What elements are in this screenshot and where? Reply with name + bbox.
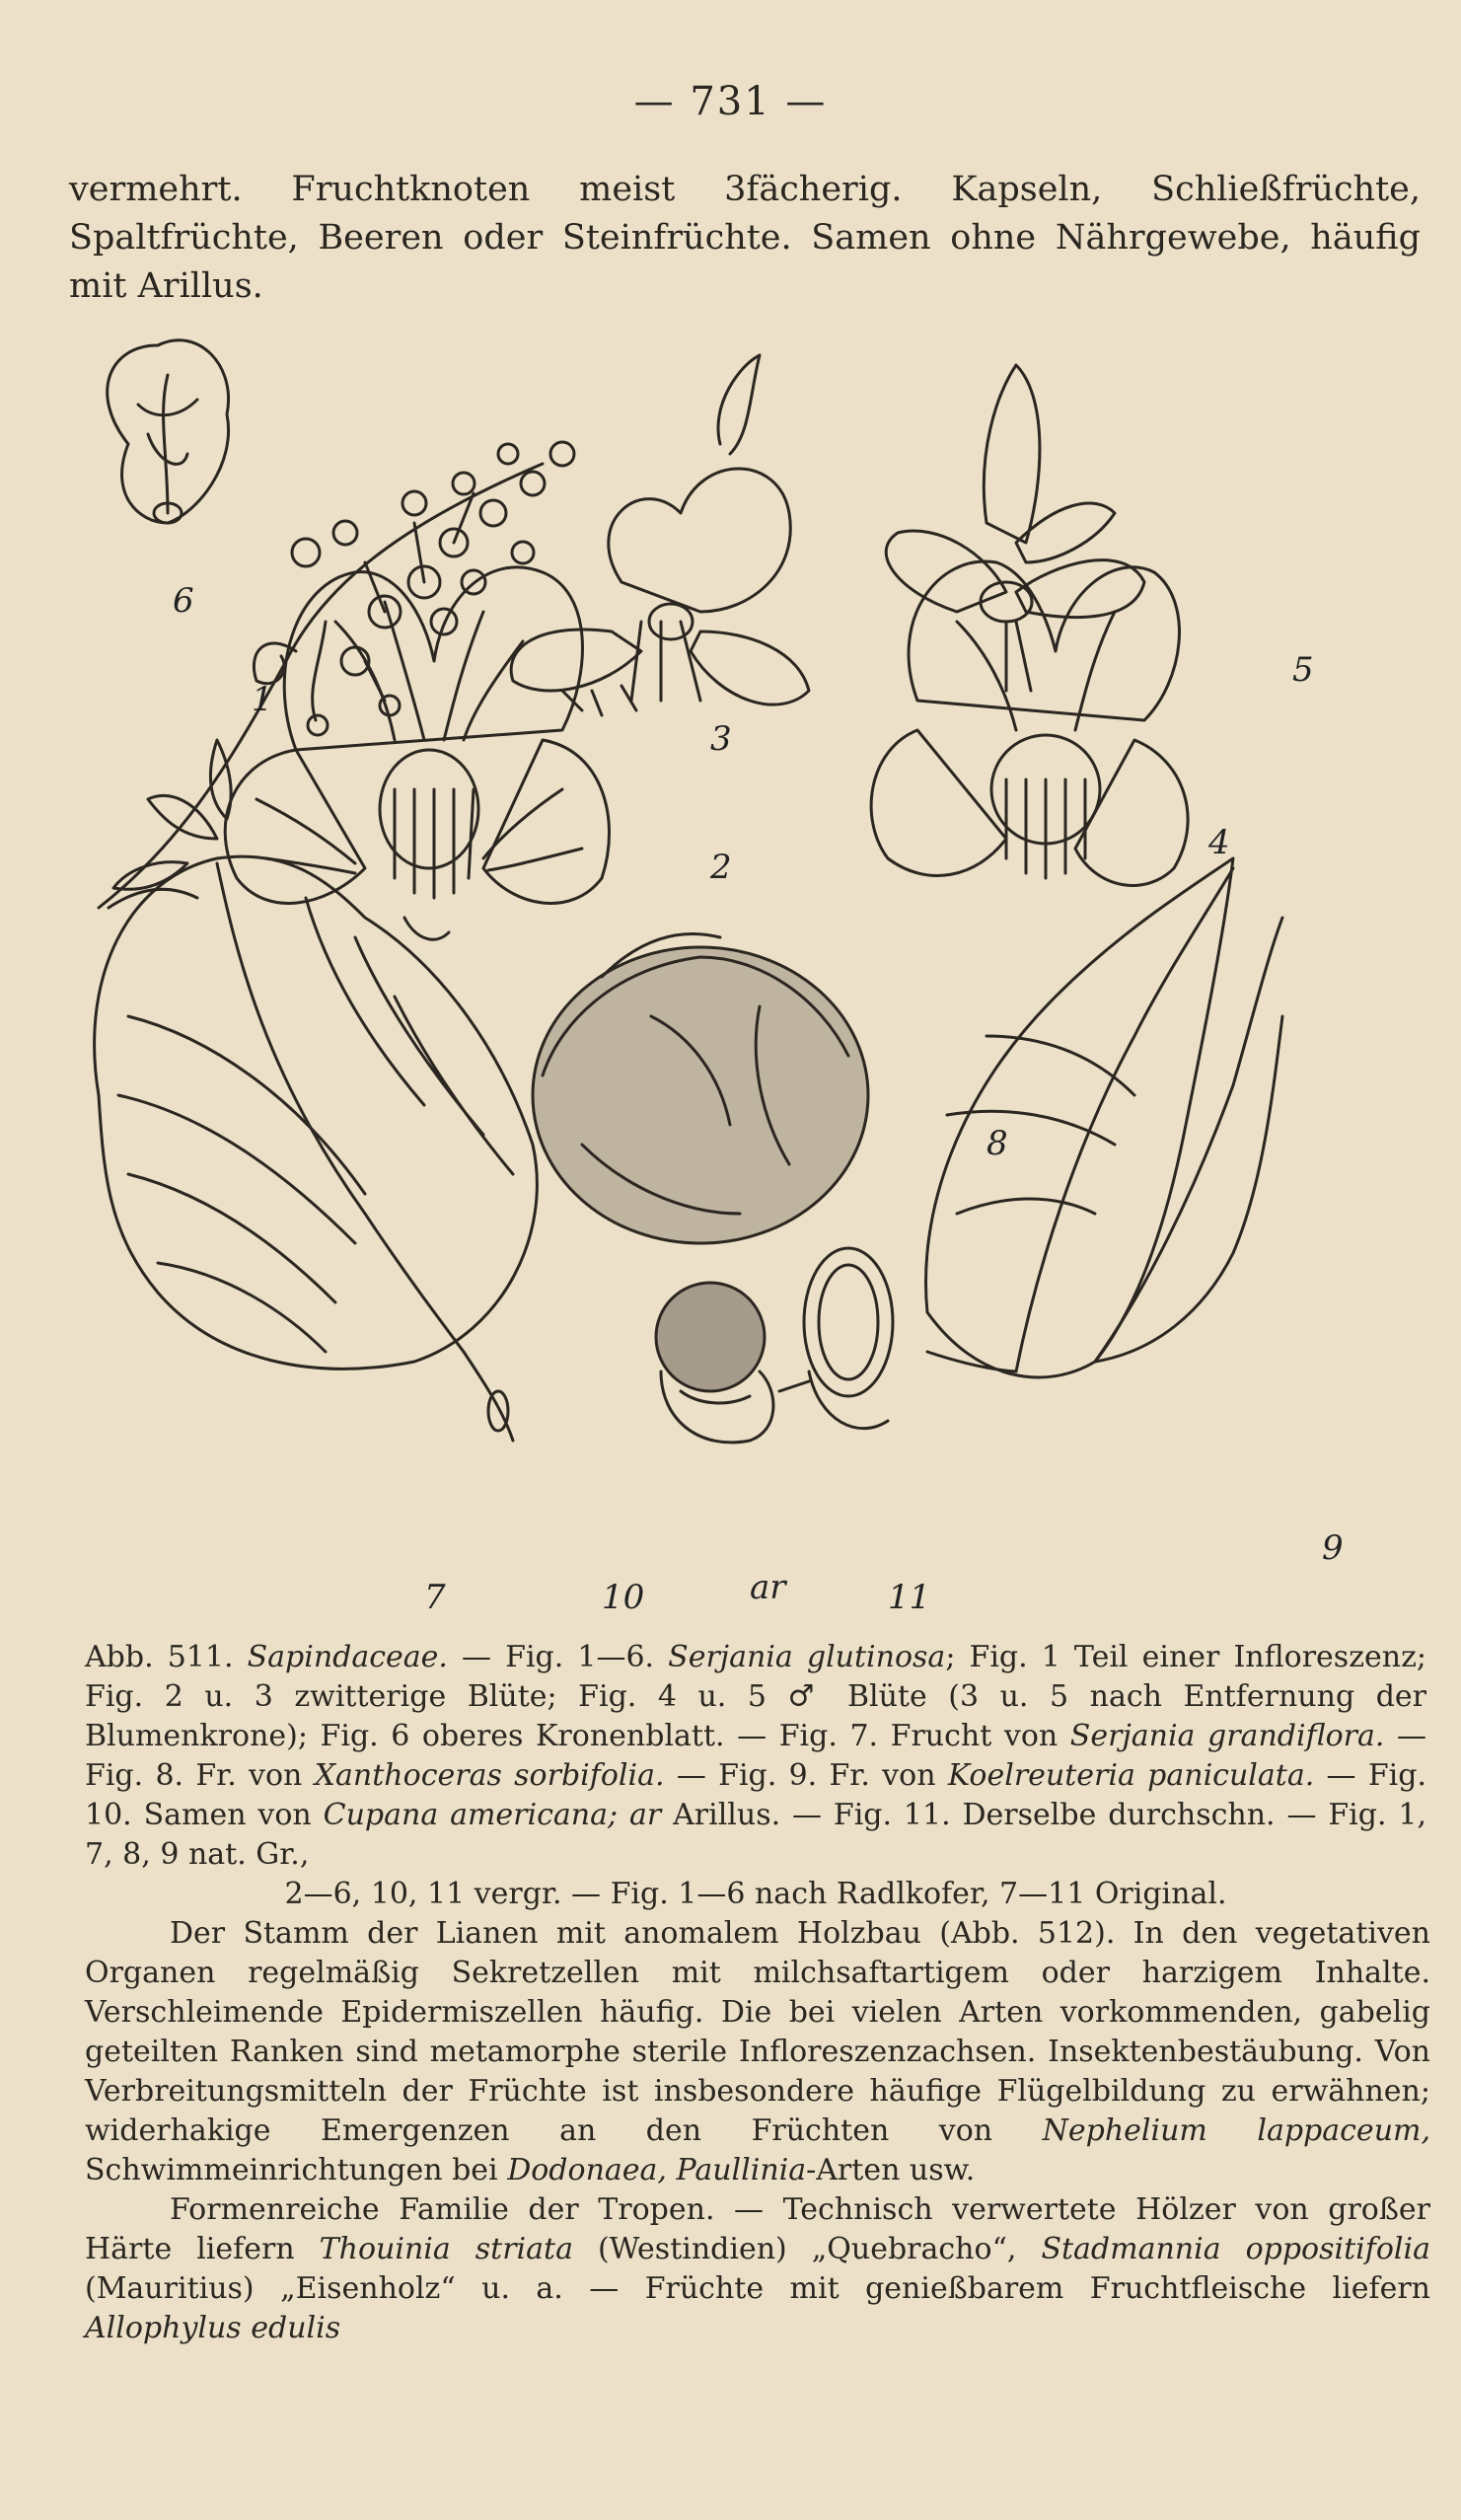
label-fig-1: 1 [252,680,273,719]
page-number: — 731 — [633,79,828,124]
caption-taxon: Xanthoceras sorbifolia. [314,1758,665,1793]
caption-taxon: Serjania grandiflora. [1069,1719,1385,1753]
taxon-name: Stadmannia oppositifolia [1041,2232,1430,2266]
figure-9-fruit [926,858,1282,1377]
intro-paragraph: vermehrt. Fruchtknoten meist 3fächerig. Kapseln, Schließfrüchte, Spaltfrüchte, Beeren oder Steinfrüchte. Samen ohne Nährgewebe, häufig mit Arillus. [69,170,1421,306]
figure-5-flower [886,365,1144,691]
caption-part: Abb. 511. [85,1640,248,1674]
text-run: (Mauritius) „Eisenholz“ u. a. — Früchte mit genießbarem Fruchtfleische liefern [85,2271,1430,2306]
text-run: Der Stamm der Lianen mit anomalem Holzbau (Abb. 512). In den vegetativen Organen regelmäßig Sekretzellen mit milchsaftartigem oder harzigem Inhalte. Verschleimende Epidermiszellen häufig. Die bei vielen Arten vorkommenden, gabelig geteilten Ranken sind metamorphe sterile Infloreszenzachsen. Insektenbestäubung. Von Verbreitungsmitteln der Früchte ist insbesondere häufige Flügelbildung zu erwähnen; widerhakige Emergenzen an den Früchten von [85,1916,1430,2148]
text-run: -Arten usw. [806,2153,976,2187]
caption-part: — Fig. 9. Fr. von [664,1758,948,1793]
label-fig-2: 2 [710,848,732,887]
caption-taxon: Cupana americana; ar [323,1798,662,1832]
figure-10-seed [656,1283,773,1443]
figure-8-capsule [533,933,868,1243]
figure-caption [85,1638,1426,1914]
label-fig-8: 8 [986,1124,1008,1163]
label-fig-4: 4 [1208,823,1230,862]
paragraph-2 [85,2190,1430,2348]
text-run: (Westindien) „Quebracho“, [572,2232,1042,2266]
figure-2-flower [225,567,609,939]
taxon-name: Thouinia striata [319,2232,573,2266]
botanical-plate [69,326,1421,1638]
label-fig-11: 11 [888,1578,931,1617]
body-text [85,1914,1430,2348]
caption-last-line: 2—6, 10, 11 vergr. — Fig. 1—6 nach Radlkofer, 7—11 Original. [284,1877,1227,1911]
label-fig-5: 5 [1292,650,1314,690]
taxon-name: Nephelium lappaceum, [1042,2113,1430,2148]
label-fig-7: 7 [424,1578,446,1617]
caption-taxon: Serjania glutinosa [668,1640,946,1674]
figure-7-fruit [95,856,538,1441]
plate-illustration [69,326,1421,1638]
caption-part: ; Fig. 1 Teil einer Infloreszenz; Fig. 2 u. 3 zwitterige Blüte; Fig. 4 u. 5 ♂ Blüte (3 u. 5 nach Entfernung der Blumenkrone); Fig. 6 oberes Kronenblatt. — Fig. 7. Frucht von [85,1640,1426,1753]
label-fig-6: 6 [173,581,194,621]
label-fig-10: 10 [602,1578,645,1617]
figure-11-section [779,1248,893,1429]
label-fig-3: 3 [710,719,732,759]
caption-part: Arillus. — Fig. 11. Derselbe durchschn. — Fig. 1, 7, 8, 9 nat. Gr., [85,1798,1426,1872]
label-ar: ar [750,1568,786,1607]
caption-part: — Fig. 10. Samen von [85,1758,1427,1832]
text-run: Schwimmeinrichtungen bei [85,2153,508,2187]
figure-3-flower [511,355,809,715]
text-run: Formenreiche Familie der Tropen. — Technisch verwertete Hölzer von großer Härte liefern [85,2192,1430,2266]
caption-taxon: Koelreuteria paniculata. [947,1758,1315,1793]
caption-part: — Fig. 8. Fr. von [85,1719,1426,1793]
figure-6-petal [108,340,229,523]
paragraph-1 [85,1914,1430,2190]
taxon-name: Allophylus edulis [85,2311,341,2345]
caption-part: — Fig. 1—6. [447,1640,669,1674]
label-fig-9: 9 [1322,1528,1344,1568]
taxon-name: Dodonaea, Paullinia [507,2153,807,2187]
caption-taxon: Sapindaceae. [247,1640,448,1674]
